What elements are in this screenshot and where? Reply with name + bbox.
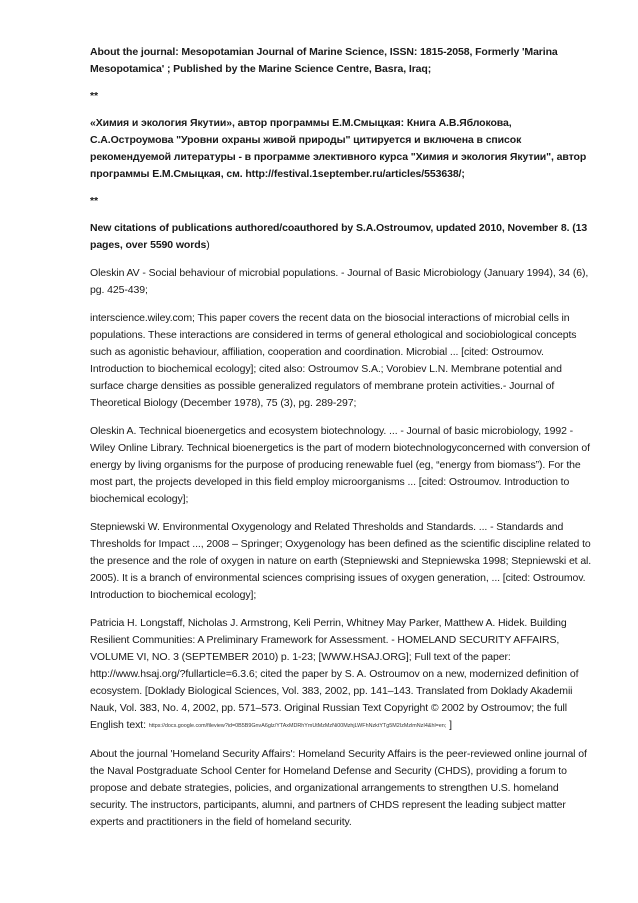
citation-interscience: interscience.wiley.com; This paper covers the recent data on the biosocial interactions of microbial cells in populations. These interactions are considered in terms of general ethological and sociobiological concepts such as agonistic behaviour, affiliation, cooperation and coordination. Microbial ... [cited: Ostroumov. Introduction to biochemical ecology]; cited also: Ostroumov S.A.; Vorobiev L.N. Membrane potential and surface charge densities as possible generalized regulators of membrane protein activities.- Journal of Theoretical Biology (December 1978), 75 (3), pg. 289-297; xyxy=(90,312,577,409)
separator: ** xyxy=(90,90,98,102)
citation-longstaff xyxy=(90,615,594,735)
citation-longstaff-text: Patricia H. Longstaff, Nicholas J. Armstrong, Keli Perrin, Whitney May Parker, Matthew A. Hidek. Building Resilient Communities: A Preliminary Framework for Assessment. - HOMELAND SECURITY AFFAIRS, VOLUME VI, NO. 3 (SEPTEMBER 2010) p. 1-23; [WWW.HSAJ.ORG]; Full text of the paper: http://www.hsaj.org/?fullarticle=6.3.6; cited the paper by S. A. Ostroumov on a new, modernized definition of ecosystem. [Doklady Biological Sciences, Vol. 383, 2002, pp. 141–143. Translated from Doklady Akademii Nauk, Vol. 383, No. 4, 2002, pp. 571–573. Original Russian Text Copyright © 2002 by Ostroumov; the full English text: xyxy=(90,617,579,731)
citation-oleskin-1992: Oleskin A. Technical bioenergetics and ecosystem biotechnology. ... - Journal of basic microbiology, 1992 - Wiley Online Library. Technical bioenergetics is the part of modern biotechnologyconcerned with conversion of energy by living organisms for the purpose of producing renewable fuel (eg, “energy from biomass”). For the most part, the projects developed in this field employ microorganisms ... [cited: Ostroumov. Introduction to biochemical ecology]; xyxy=(90,425,590,505)
citations-heading-tail: ) xyxy=(206,239,210,251)
citations-heading xyxy=(90,220,594,254)
citation-longstaff-tail: ] xyxy=(446,719,452,731)
journal-info-paragraph: About the journal: Mesopotamian Journal of Marine Science, ISSN: 1815-2058, Formerly 'Marina Mesopotamica' ; Published by the Marine Science Centre, Basra, Iraq; xyxy=(90,46,558,75)
separator: ** xyxy=(90,195,98,207)
citations-heading-text: New citations of publications authored/coauthored by S.A.Ostroumov, updated 2010, November 8. (13 pages, over 5590 words xyxy=(90,222,588,251)
citation-stepniewski: Stepniewski W. Environmental Oxygenology and Related Thresholds and Standards. ... - Standards and Thresholds for Impact ..., 2008 – Springer; Oxygenology has been defined as the scientific discipline related to the presence and the role of oxygen in nature on earth (Stepniewski and Stepniewska 1998; Stepniewski et al. 2005). It is a branch of environmental sciences comprising issues of oxygen generation, ... [cited: Ostroumov. Introduction to biochemical ecology]; xyxy=(90,521,592,601)
russian-citation-paragraph: «Химия и экология Якутии», автор программы Е.М.Смыцкая: Книга А.В.Яблокова, С.А.Остроумова "Уровни охраны живой природы" цитируется и включена в список рекомендуемой литературы - в программе элективного курса "Химия и экология Якутии", автор программы Е.М.Смыцкая, см. http://festival.1september.ru/articles/553638/; xyxy=(90,117,587,180)
citation-oleskin-1994: Oleskin AV - Social behaviour of microbial populations. - Journal of Basic Microbiology (January 1994), 34 (6), pg. 425-439; xyxy=(90,267,589,296)
google-docs-link[interactable]: https://docs.google.com/fileview?id=0B5B9GnvA6glz/YTAxMDRhYmUtMzMzNi00MzhjLWFhNzktYTg5M2IzMzlmNzI4&hl=en; xyxy=(148,723,447,729)
homeland-security-journal-paragraph: About the journal 'Homeland Security Affairs': Homeland Security Affairs is the peer-reviewed online journal of the Naval Postgraduate School Center for Homeland Defense and Security (CHDS), providing a forum to propose and debate strategies, policies, and organizational arrangements to strengthen U.S. homeland security. The instructors, participants, alumni, and partners of CHDS represent the leading subject matter experts and practitioners in the field of homeland security. xyxy=(90,748,587,828)
